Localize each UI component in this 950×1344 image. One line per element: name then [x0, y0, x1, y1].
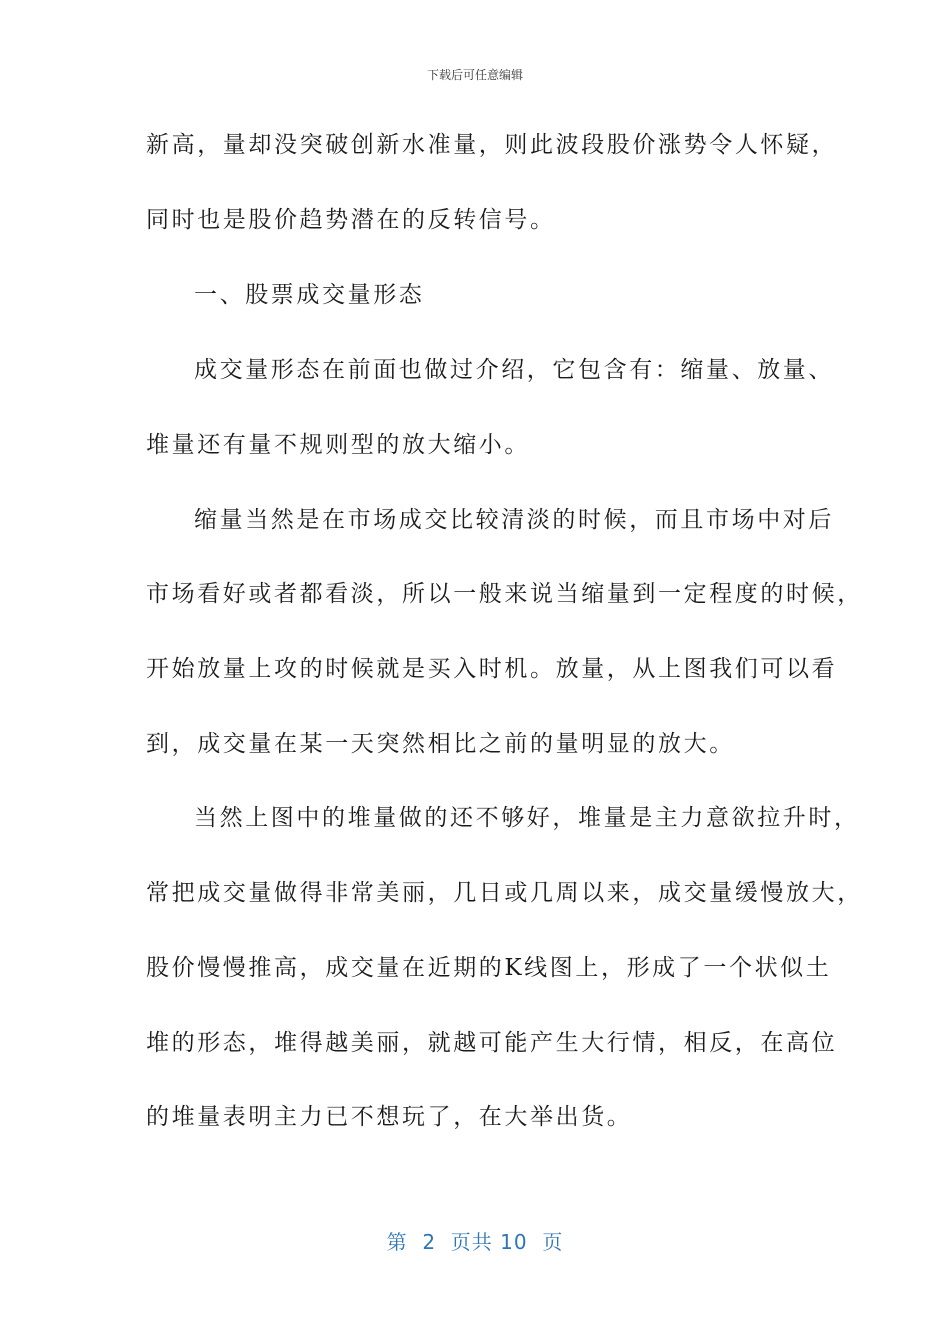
body-line-4: 成交量形态在前面也做过介绍，它包含有：缩量、放量、: [194, 357, 834, 383]
body-line-12: 股价慢慢推高，成交量在近期的K线图上，形成了一个状似土: [146, 955, 832, 981]
body-line-10: 当然上图中的堆量做的还不够好，堆量是主力意欲拉升时，: [194, 805, 860, 831]
page-header: 下载后可任意编辑: [426, 68, 523, 82]
body-line-1: 新高，量却没突破创新水准量，则此波段股价涨势令人怀疑，: [146, 132, 838, 158]
body-line-9: 到，成交量在某一天突然相比之前的量明显的放大。: [146, 731, 735, 757]
page-number-footer: 第 2 页共 10 页: [386, 1230, 564, 1254]
body-line-2: 同时也是股价趋势潜在的反转信号。: [146, 207, 556, 233]
body-line-14: 的堆量表明主力已不想玩了，在大举出货。: [146, 1104, 633, 1130]
body-line-11: 常把成交量做得非常美丽，几日或几周以来，成交量缓慢放大，: [146, 880, 863, 906]
section-heading: 一、股票成交量形态: [194, 282, 425, 308]
body-line-7: 市场看好或者都看淡，所以一般来说当缩量到一定程度的时候，: [146, 581, 863, 607]
body-line-6: 缩量当然是在市场成交比较清淡的时候，而且市场中对后: [194, 507, 834, 533]
body-line-5: 堆量还有量不规则型的放大缩小。: [146, 432, 530, 458]
body-line-13: 堆的形态，堆得越美丽，就越可能产生大行情，相反，在高位: [146, 1030, 838, 1056]
body-line-8: 开始放量上攻的时候就是买入时机。放量，从上图我们可以看: [146, 656, 838, 682]
